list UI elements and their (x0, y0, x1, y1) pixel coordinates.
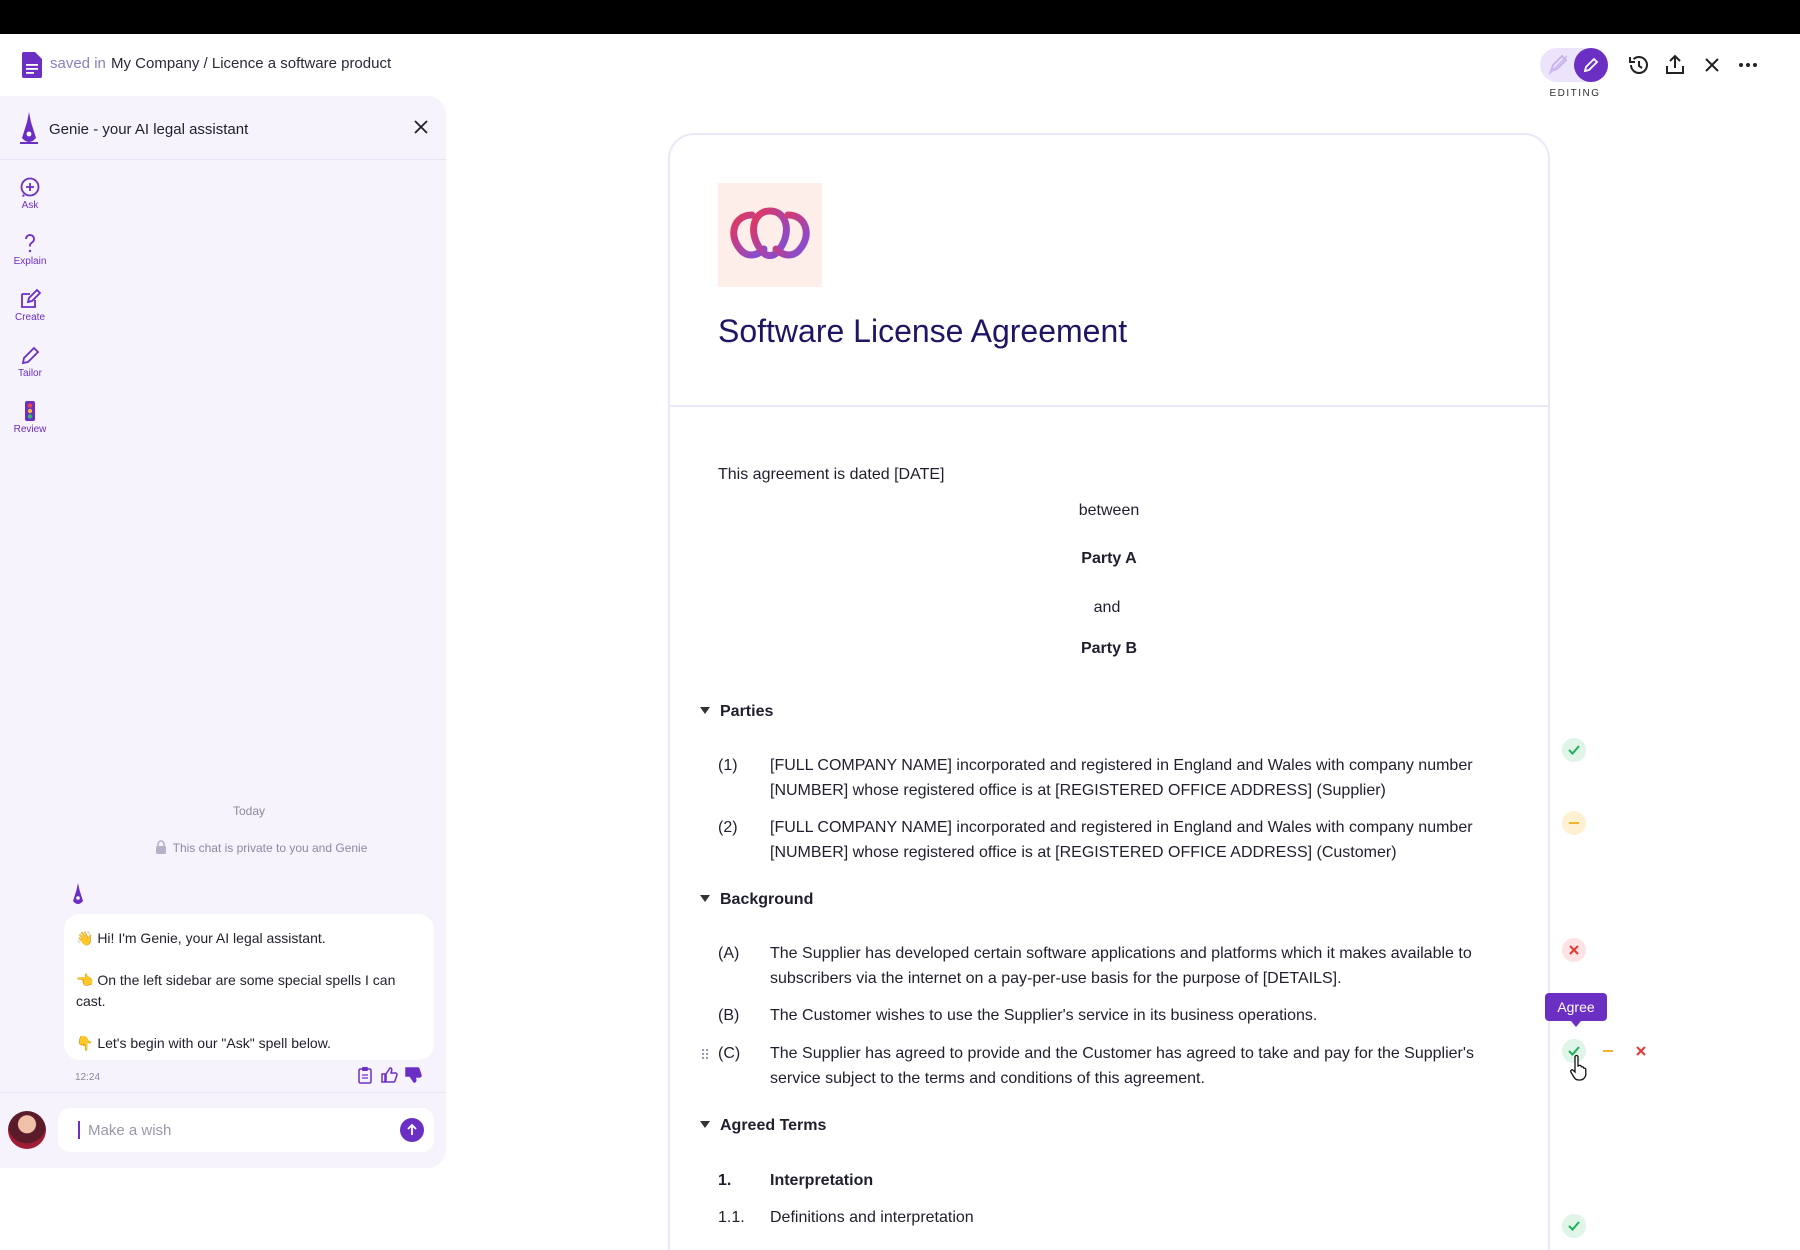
thumbs-up-button[interactable] (380, 1066, 400, 1086)
check-icon (1567, 1219, 1581, 1233)
close-genie-icon[interactable] (410, 116, 432, 138)
spells-sidebar (0, 176, 60, 456)
spell-review[interactable] (0, 400, 60, 456)
clause-text[interactable]: The Supplier has agreed to provide and the Customer has agreed to take and pay for the Supplier's service subject to the terms and conditions of this agreement. (770, 1045, 1474, 1087)
message-time: 12:24 (75, 1072, 101, 1083)
clause-definitions[interactable] (718, 1205, 1508, 1230)
genie-panel (0, 96, 446, 1168)
close-icon (1702, 55, 1722, 75)
thumbs-down-button[interactable] (404, 1066, 424, 1086)
close-document-button[interactable] (1699, 52, 1725, 78)
and-text: and (1093, 599, 1121, 616)
clause-text[interactable]: Definitions and interpretation (770, 1209, 974, 1226)
drag-handle-icon[interactable]: ⠿ (700, 1047, 711, 1063)
pencil-icon (1582, 56, 1600, 74)
company-logo (718, 183, 822, 287)
clause-background-b[interactable] (718, 1003, 1508, 1028)
message-line: 👇 Let's begin with our "Ask" spell below. (76, 1035, 331, 1051)
collapse-triangle-icon[interactable] (700, 895, 710, 902)
review-status-neutral[interactable] (1562, 811, 1586, 835)
party-b[interactable]: Party B (1080, 640, 1138, 657)
clause-number: 1.1. (718, 1209, 745, 1226)
question-icon (19, 232, 41, 254)
minus-icon (1567, 816, 1581, 830)
clause-number: (C) (718, 1045, 741, 1062)
agreement-date[interactable]: This agreement is dated [DATE] (718, 466, 945, 483)
breadcrumb[interactable]: My Company / Licence a software product (111, 55, 392, 72)
section-agreed-terms[interactable] (700, 1117, 826, 1135)
ask-icon (19, 176, 41, 198)
traffic-light-icon (19, 400, 41, 422)
spell-explain[interactable] (0, 232, 60, 288)
clause-number: 1. (718, 1172, 732, 1189)
view-mode-icon[interactable] (1545, 52, 1571, 78)
genie-title: Genie - your AI legal assistant (49, 121, 249, 138)
clause-interpretation[interactable] (718, 1168, 1508, 1193)
clause-number: (2) (718, 819, 738, 836)
mode-label: EDITING (1549, 88, 1601, 99)
message-line: 👋 Hi! I'm Genie, your AI legal assistant. (76, 930, 326, 946)
genie-message-bubble (64, 914, 434, 1060)
party-a[interactable]: Party A (1081, 550, 1137, 567)
spell-create[interactable] (0, 288, 60, 344)
text-caret (78, 1121, 80, 1139)
thumbs-down-icon (404, 1066, 422, 1084)
document-page (668, 133, 1550, 1250)
message-actions (356, 1066, 436, 1086)
clause-text[interactable]: [FULL COMPANY NAME] incorporated and registered in England and Wales with company number [NUMBER] whose registered office is at [REGISTERED OFFICE ADDRESS] (Supplier) (770, 757, 1473, 799)
section-title: Parties (720, 703, 774, 720)
genie-header (0, 96, 446, 160)
wish-input[interactable] (88, 1118, 378, 1142)
section-background[interactable] (700, 891, 813, 909)
document-header (670, 135, 1548, 407)
saved-in-label: saved in (50, 55, 106, 72)
section-title: Background (720, 891, 814, 908)
day-separator: Today (232, 804, 266, 818)
more-horizontal-icon (1737, 54, 1759, 76)
clause-text[interactable]: The Supplier has developed certain software applications and platforms which it makes available to subscribers via the internet on a pay-per-use basis for the purpose of [DETAILS]. (770, 945, 1472, 987)
spell-label: Tailor (18, 368, 42, 379)
copy-button[interactable] (356, 1066, 376, 1086)
minus-icon (1601, 1044, 1615, 1058)
private-chat-note (0, 840, 522, 855)
neutral-button[interactable] (1596, 1039, 1620, 1063)
genie-avatar-icon (70, 883, 86, 907)
spell-label: Review (13, 424, 47, 435)
clause-party-2[interactable] (718, 815, 1508, 865)
section-parties[interactable] (700, 703, 773, 721)
agree-tooltip: Agree (1545, 993, 1607, 1021)
history-button[interactable] (1626, 52, 1652, 78)
document-icon (22, 52, 42, 78)
message-line: 👈 On the left sidebar are some special spells I can cast. (76, 972, 396, 1009)
clipboard-icon (356, 1066, 374, 1084)
user-avatar[interactable] (8, 1111, 46, 1149)
private-note-text: This chat is private to you and Genie (172, 841, 368, 855)
review-status-agree[interactable] (1562, 1214, 1586, 1238)
document-toolbar (1540, 48, 1800, 99)
spell-label: Explain (13, 256, 47, 267)
linked-rings-logo-icon (722, 205, 818, 265)
chat-input-row (0, 1092, 446, 1168)
mode-toggle[interactable] (1540, 48, 1608, 99)
create-icon (19, 288, 41, 310)
clause-number: (1) (718, 757, 738, 774)
clause-heading[interactable]: Interpretation (770, 1172, 874, 1189)
edit-mode-button[interactable] (1574, 48, 1608, 82)
disagree-button[interactable] (1629, 1039, 1653, 1063)
document-title: Software License Agreement (718, 313, 1128, 349)
check-icon (1567, 743, 1581, 757)
arrow-up-icon (405, 1123, 419, 1137)
collapse-triangle-icon[interactable] (700, 707, 710, 714)
thumbs-up-icon (380, 1066, 398, 1084)
send-button[interactable] (400, 1118, 424, 1142)
clause-party-1[interactable] (718, 753, 1508, 803)
app-header (0, 34, 1800, 99)
clause-background-c[interactable] (718, 1041, 1508, 1091)
review-status-disagree[interactable] (1562, 938, 1586, 962)
lock-icon (155, 840, 167, 854)
x-icon (1634, 1044, 1648, 1058)
clause-number: (B) (718, 1007, 740, 1024)
x-icon (1567, 943, 1581, 957)
clause-background-a[interactable] (718, 941, 1508, 991)
between-text: between (1078, 502, 1140, 519)
pencil-icon (19, 344, 41, 366)
collapse-triangle-icon[interactable] (700, 1121, 710, 1128)
spell-label: Ask (21, 200, 39, 211)
clause-text[interactable]: [FULL COMPANY NAME] incorporated and registered in England and Wales with company number [NUMBER] whose registered office is at [REGISTERED OFFICE ADDRESS] (Customer) (770, 819, 1473, 861)
spell-tailor[interactable] (0, 344, 60, 400)
share-icon (1663, 53, 1687, 77)
share-button[interactable] (1662, 52, 1688, 78)
hand-cursor-icon (1568, 1055, 1588, 1081)
wish-input-box (58, 1108, 434, 1152)
history-icon (1627, 53, 1651, 77)
genie-logo-icon (18, 112, 40, 146)
spell-label: Create (14, 312, 45, 323)
more-options-button[interactable] (1735, 52, 1761, 78)
review-status-agree[interactable] (1562, 738, 1586, 762)
clause-text[interactable]: The Customer wishes to use the Supplier's service in its business operations. (770, 1007, 1318, 1024)
section-title: Agreed Terms (720, 1117, 827, 1134)
clause-number: (A) (718, 945, 740, 962)
spell-ask[interactable] (0, 176, 60, 232)
window-top-bar (0, 0, 1800, 34)
